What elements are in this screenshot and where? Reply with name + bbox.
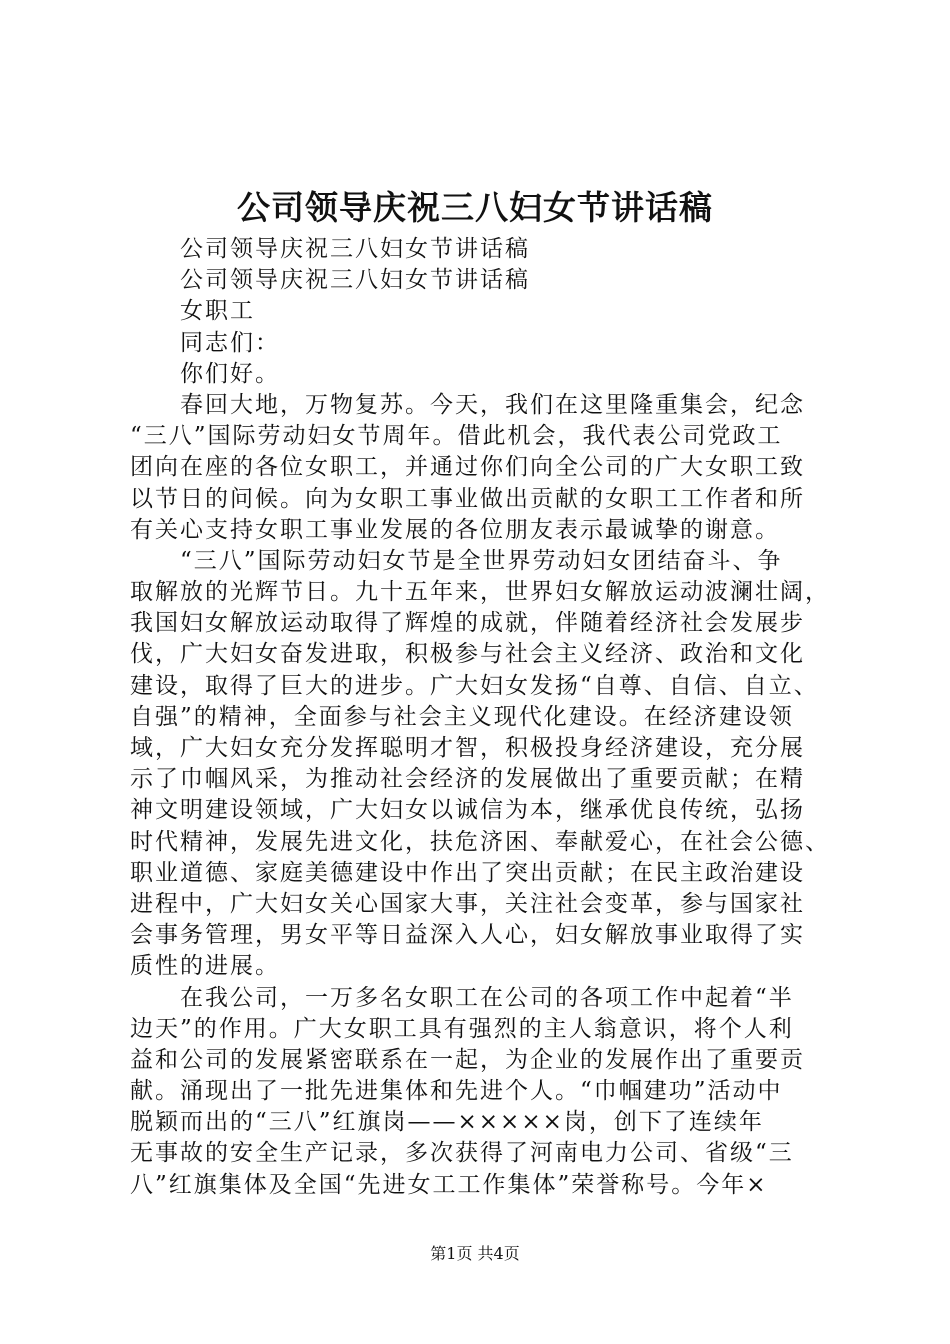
text-line: 八”红旗集体及全国“先进女工工作集体”荣誉称号。今年× (130, 1171, 768, 1198)
text-line: 献。涌现出了一批先进集体和先进个人。“巾帼建功”活动中 (130, 1078, 783, 1105)
document-body (130, 234, 830, 1201)
text-line: 伐，广大妇女奋发进取，积极参与社会主义经济、政治和文化 (130, 641, 805, 668)
text-line: “三八”国际劳动妇女节是全世界劳动妇女团结奋斗、争 (180, 547, 783, 574)
text-line: 质性的进展。 (130, 953, 280, 980)
text-line: “三八”国际劳动妇女节周年。借此机会，我代表公司党政工 (130, 423, 783, 450)
text-line: 公司领导庆祝三八妇女节讲话稿 (180, 267, 530, 294)
text-line: 以节日的问候。向为女职工事业做出贡献的女职工工作者和所 (130, 485, 805, 512)
text-line: 无事故的安全生产记录，多次获得了河南电力公司、省级“三 (130, 1140, 794, 1167)
text-line: 有关心支持女职工事业发展的各位朋友表示最诚挚的谢意。 (130, 516, 780, 543)
text-line: 自强”的精神，全面参与社会主义现代化建设。在经济建设领 (130, 703, 794, 730)
text-line: 示了巾帼风采，为推动社会经济的发展做出了重要贡献；在精 (130, 766, 805, 793)
text-line: 会事务管理，男女平等日益深入人心，妇女解放事业取得了实 (130, 922, 805, 949)
text-line: 边天”的作用。广大女职工具有强烈的主人翁意识，将个人利 (130, 1015, 794, 1042)
text-line: 我国妇女解放运动取得了辉煌的成就，伴随着经济社会发展步 (130, 610, 805, 637)
text-line: 神文明建设领域，广大妇女以诚信为本，继承优良传统，弘扬 (130, 797, 805, 824)
text-line: 团向在座的各位女职工，并通过你们向全公司的广大女职工致 (130, 454, 805, 481)
text-line: 在我公司，一万多名女职工在公司的各项工作中起着“半 (180, 984, 794, 1011)
text-line: 你们好。 (180, 360, 280, 387)
text-line: 同志们： (180, 329, 280, 356)
text-line: 益和公司的发展紧密联系在一起，为企业的发展作出了重要贡 (130, 1046, 805, 1073)
page-footer: 第1页 共4页 (430, 1244, 520, 1263)
text-line: 时代精神，发展先进文化，扶危济困、奉献爱心，在社会公德、 (130, 828, 830, 855)
text-line: 女职工 (180, 298, 255, 325)
text-line: 脱颖而出的“三八”红旗岗——×××××岗，创下了连续年 (130, 1109, 764, 1136)
text-line: 进程中，广大妇女关心国家大事，关注社会变革，参与国家社 (130, 890, 805, 917)
document-title: 公司领导庆祝三八妇女节讲话稿 (237, 188, 713, 227)
text-line: 域，广大妇女充分发挥聪明才智，积极投身经济建设，充分展 (130, 735, 805, 761)
text-line: 公司领导庆祝三八妇女节讲话稿 (180, 236, 530, 262)
text-line: 职业道德、家庭美德建设中作出了突出贡献；在民主政治建设 (130, 859, 805, 886)
text-line: 建设，取得了巨大的进步。广大妇女发扬“自尊、自信、自立、 (130, 672, 819, 699)
text-line: 取解放的光辉节日。九十五年来，世界妇女解放运动波澜壮阔， (130, 579, 830, 606)
text-line: 春回大地，万物复苏。今天，我们在这里隆重集会，纪念 (180, 391, 805, 418)
